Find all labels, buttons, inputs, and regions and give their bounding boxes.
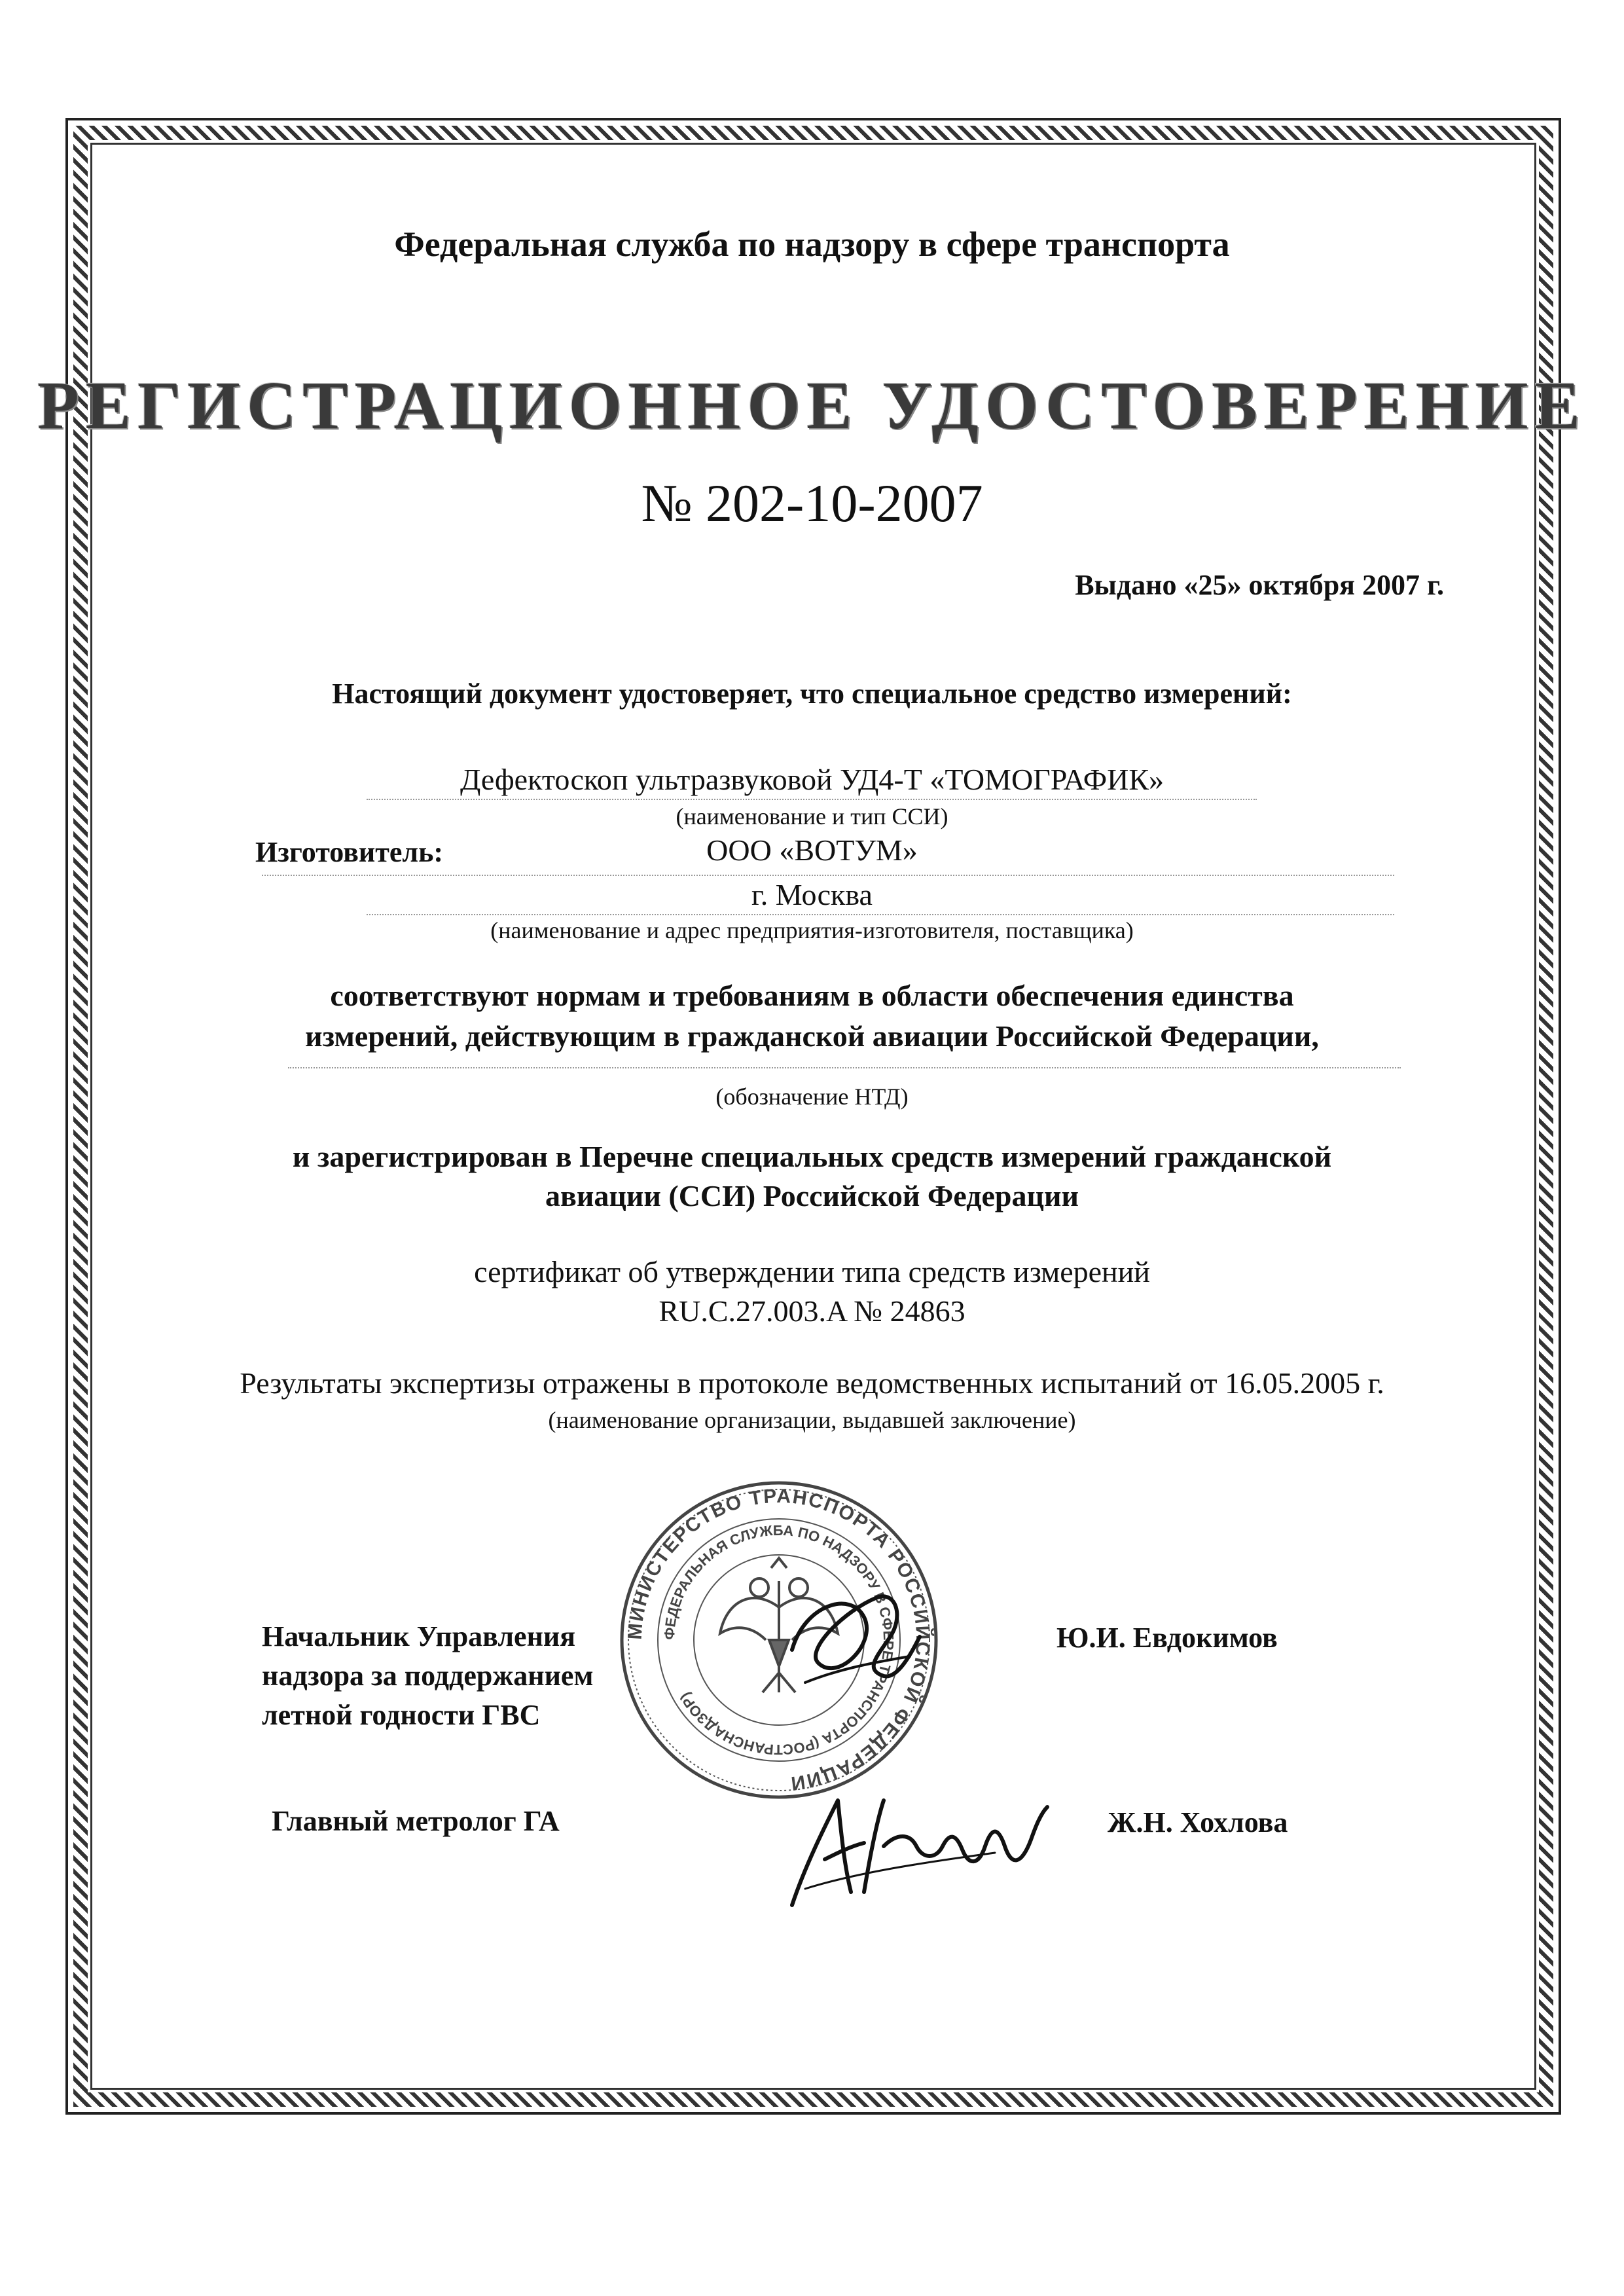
certifies-statement: Настоящий документ удостоверяет, что специальное средство измерений: [332,678,1292,710]
head-title-line-2: надзора за поддержанием [262,1660,594,1692]
expertise-results: Результаты экспертизы отражены в протоколе ведомственных испытаний от 16.05.2005 г. [240,1366,1384,1400]
dotted-underline [367,914,1394,915]
head-title-line-3: летной годности ГВС [262,1699,541,1731]
manufacturer-city: г. Москва [751,878,873,911]
organization-caption: (наименование организации, выдавшей заключение) [548,1407,1076,1433]
device-name: Дефектоскоп ультразвуковой УД4-Т «ТОМОГРАФИК» [460,763,1164,796]
seal-outer-text: МИНИСТЕРСТВО ТРАНСПОРТА РОССИЙСКОЙ ФЕДЕРАЦИИ [624,1485,934,1795]
conformity-line-1: соответствуют нормам и требованиям в области обеспечения единства [330,979,1294,1012]
dotted-underline [262,875,1394,876]
conformity-line-2: измерений, действующим в гражданской авиации Российской Федерации, [305,1019,1319,1053]
head-name: Ю.И. Евдокимов [1056,1622,1278,1654]
document-title: РЕГИСТРАЦИОННОЕ УДОСТОВЕРЕНИЕ [37,368,1587,443]
manufacturer-caption: (наименование и адрес предприятия-изготовителя, поставщика) [490,917,1134,943]
agency-name: Федеральная служба по надзору в сфере транспорта [394,225,1230,264]
certificate-line-1: сертификат об утверждении типа средств измерений [474,1255,1150,1288]
metrolog-title: Главный метролог ГА [272,1805,560,1837]
registration-line-2: авиации (ССИ) Российской Федерации [545,1179,1079,1212]
dotted-underline [367,799,1257,800]
registration-line-1: и зарегистрирован в Перечне специальных средств измерений гражданской [292,1140,1332,1173]
head-title-line-1: Начальник Управления [262,1620,576,1652]
head-signature [766,1558,936,1709]
ntd-caption: (обозначение НТД) [715,1084,909,1110]
certificate-number: RU.C.27.003.A № 24863 [659,1294,965,1328]
metrolog-signature [779,1774,1054,1918]
metrolog-name: Ж.Н. Хохлова [1108,1806,1288,1838]
device-caption: (наименование и тип ССИ) [676,803,948,829]
document-number: № 202-10-2007 [641,473,983,533]
issue-date: Выдано «25» октября 2007 г. [1075,569,1444,601]
manufacturer-label: Изготовитель: [255,836,444,868]
manufacturer-name: ООО «ВОТУМ» [706,833,918,867]
seal-inner-text: ФЕДЕРАЛЬНАЯ СЛУЖБА ПО НАДЗОРУ В СФЕРЕ ТРАНСПОРТА (РОСТРАНСНАДЗОР) [660,1522,897,1758]
dotted-underline [288,1067,1401,1068]
